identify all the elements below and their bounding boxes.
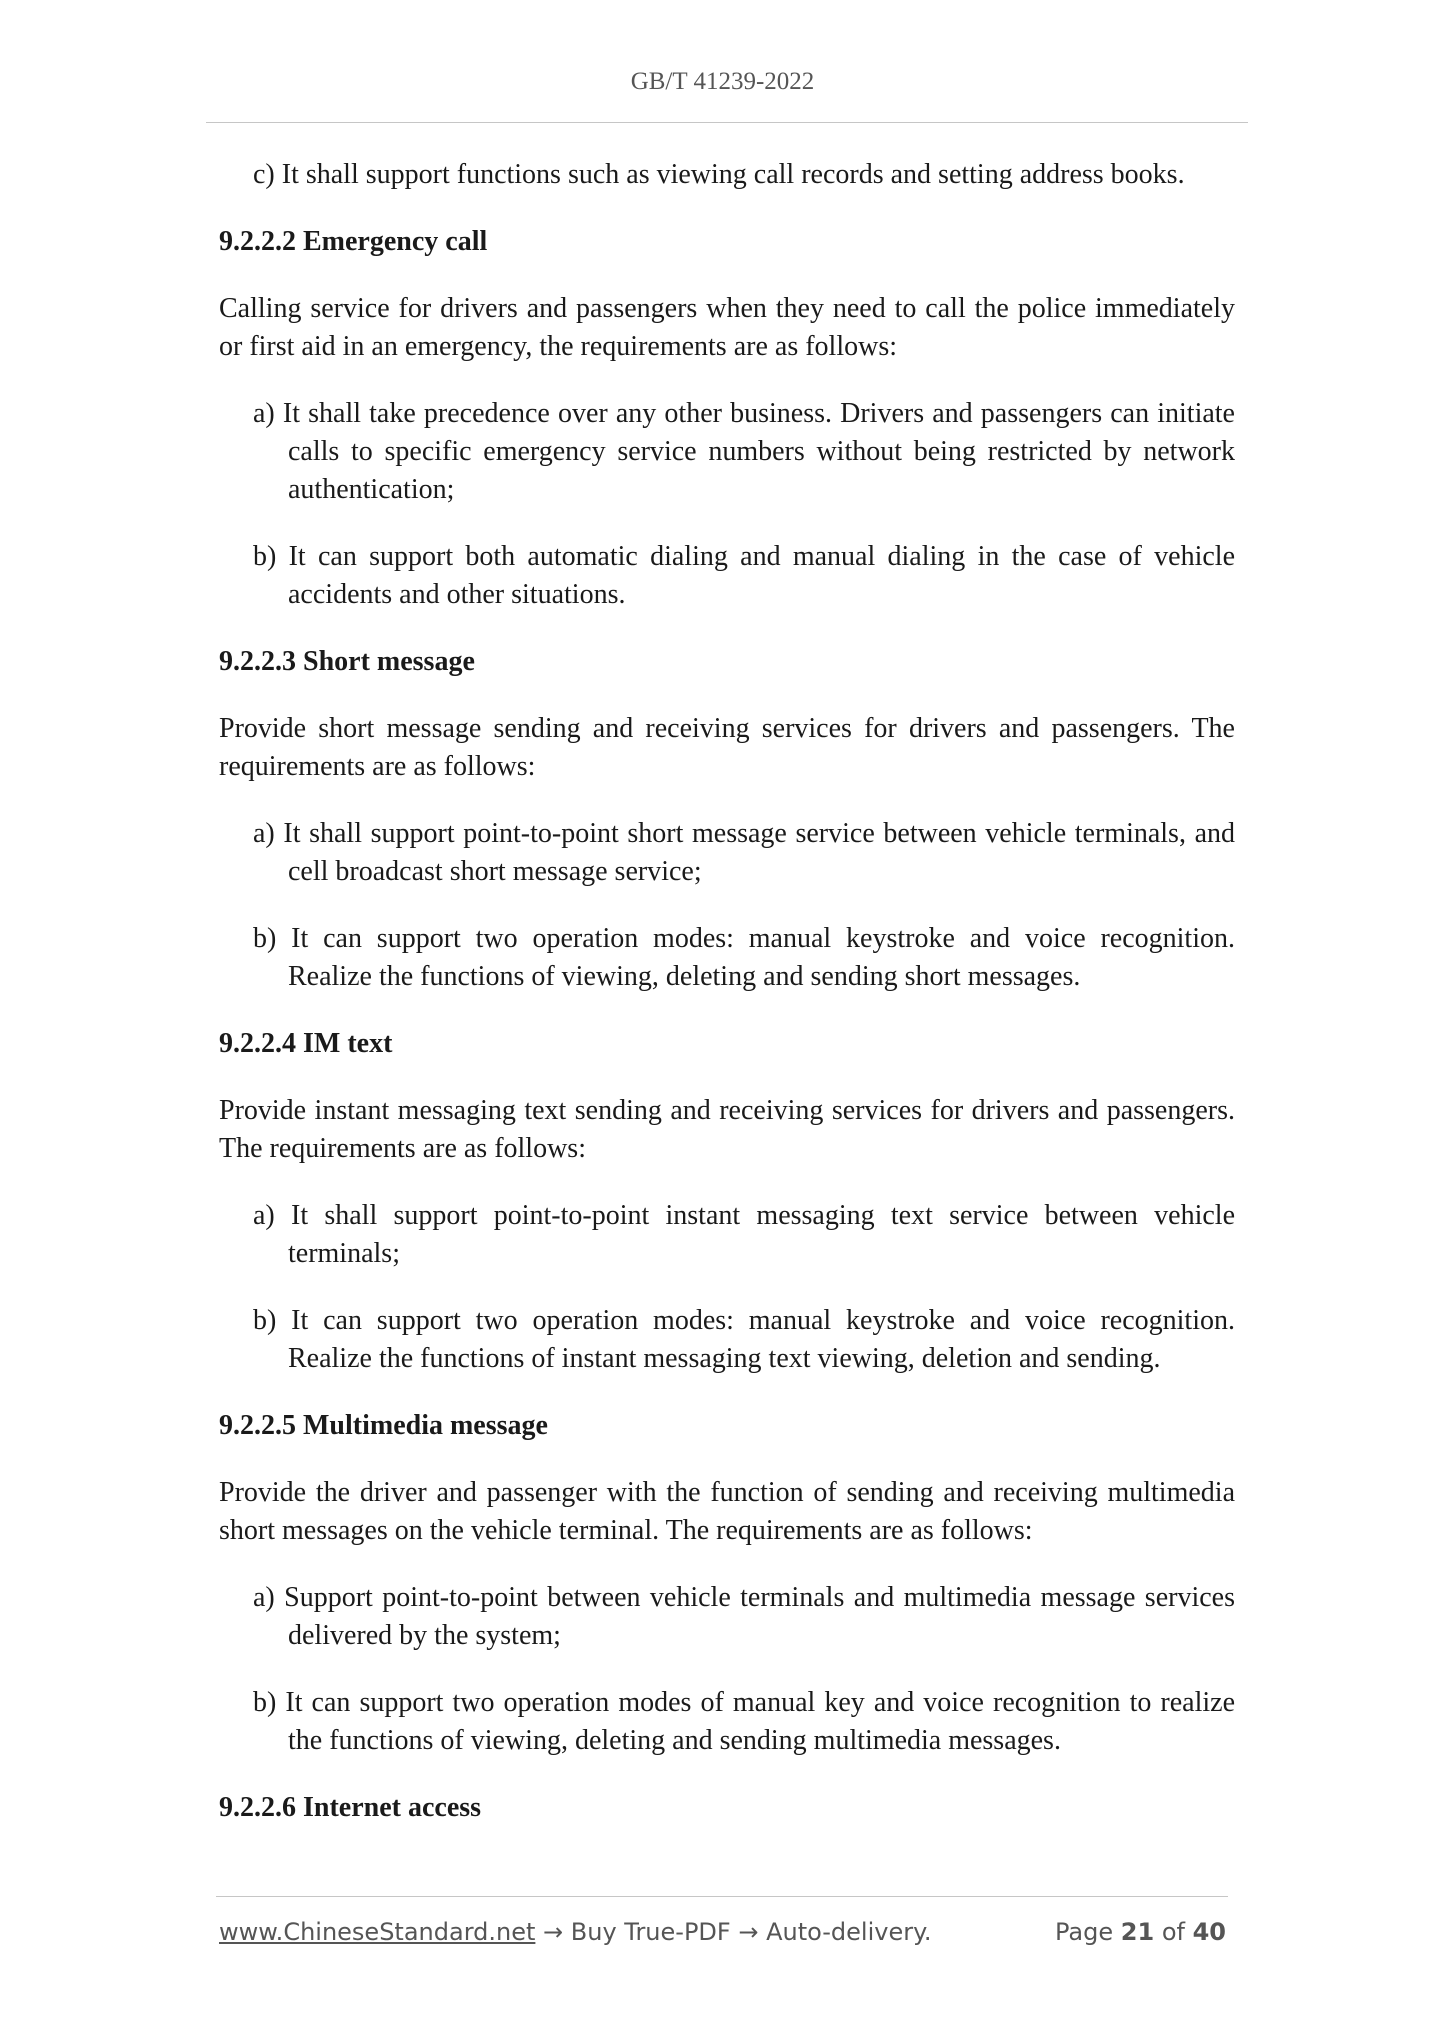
page-label: Page (1055, 1918, 1114, 1946)
footer-divider (216, 1896, 1228, 1897)
heading-im-text: 9.2.2.4 IM text (219, 1028, 393, 1059)
arrow-right-icon: → (543, 1918, 564, 1946)
arrow-right-icon: → (738, 1918, 759, 1946)
page-indicator (1055, 1918, 1226, 1946)
header-divider (206, 122, 1248, 123)
list-item-a-multimedia: a) Support point-to-point between vehicle terminals and multimedia message services delivered by the system; (253, 1582, 1235, 1651)
document-body (219, 156, 1235, 1856)
heading-multimedia-message: 9.2.2.5 Multimedia message (219, 1410, 548, 1441)
paragraph-im-text: Provide instant messaging text sending and receiving services for drivers and passengers. The requirements are as follows: (219, 1095, 1235, 1164)
of-label: of (1161, 1918, 1185, 1946)
paragraph-multimedia-message: Provide the driver and passenger with the function of sending and receiving multimedia short messages on the vehicle terminal. The requirements are as follows: (219, 1477, 1235, 1546)
list-item-a-im-text: a) It shall support point-to-point instant messaging text service between vehicle terminals; (253, 1200, 1235, 1269)
current-page-number: 21 (1120, 1918, 1155, 1946)
list-item-c-call-records: c) It shall support functions such as viewing call records and setting address books. (253, 159, 1185, 190)
heading-internet-access: 9.2.2.6 Internet access (219, 1792, 482, 1823)
heading-emergency-call: 9.2.2.2 Emergency call (219, 226, 488, 257)
list-item-b-emergency: b) It can support both automatic dialing and manual dialing in the case of vehicle accidents and other situations. (253, 541, 1235, 610)
total-pages-number: 40 (1192, 1918, 1226, 1946)
paragraph-emergency-call: Calling service for drivers and passengers when they need to call the police immediately or first aid in an emergency, the requirements are as follows: (219, 293, 1235, 362)
list-item-a-short-message: a) It shall support point-to-point short message service between vehicle terminals, and cell broadcast short message service; (253, 818, 1235, 887)
paragraph-short-message: Provide short message sending and receiving services for drivers and passengers. The requirements are as follows: (219, 713, 1235, 782)
website-link[interactable]: www.ChineseStandard.net (219, 1918, 536, 1946)
list-item-b-short-message: b) It can support two operation modes: manual keystroke and voice recognition. Realize the functions of viewing, deleting and sending short messages. (253, 923, 1235, 992)
list-item-b-multimedia: b) It can support two operation modes of manual key and voice recognition to realize the functions of viewing, deleting and sending multimedia messages. (253, 1687, 1235, 1756)
footer-promo (219, 1918, 932, 1946)
list-item-b-im-text: b) It can support two operation modes: manual keystroke and voice recognition. Realize the functions of instant messaging text viewing, deletion and sending. (253, 1305, 1235, 1374)
heading-short-message: 9.2.2.3 Short message (219, 646, 475, 677)
buy-true-pdf-text: Buy True-PDF (570, 1918, 731, 1946)
document-code-header: GB/T 41239-2022 (630, 68, 815, 95)
auto-delivery-text: Auto-delivery. (766, 1918, 932, 1946)
list-item-a-emergency: a) It shall take precedence over any other business. Drivers and passengers can initiate calls to specific emergency service numbers without being restricted by network authentication; (253, 398, 1235, 505)
